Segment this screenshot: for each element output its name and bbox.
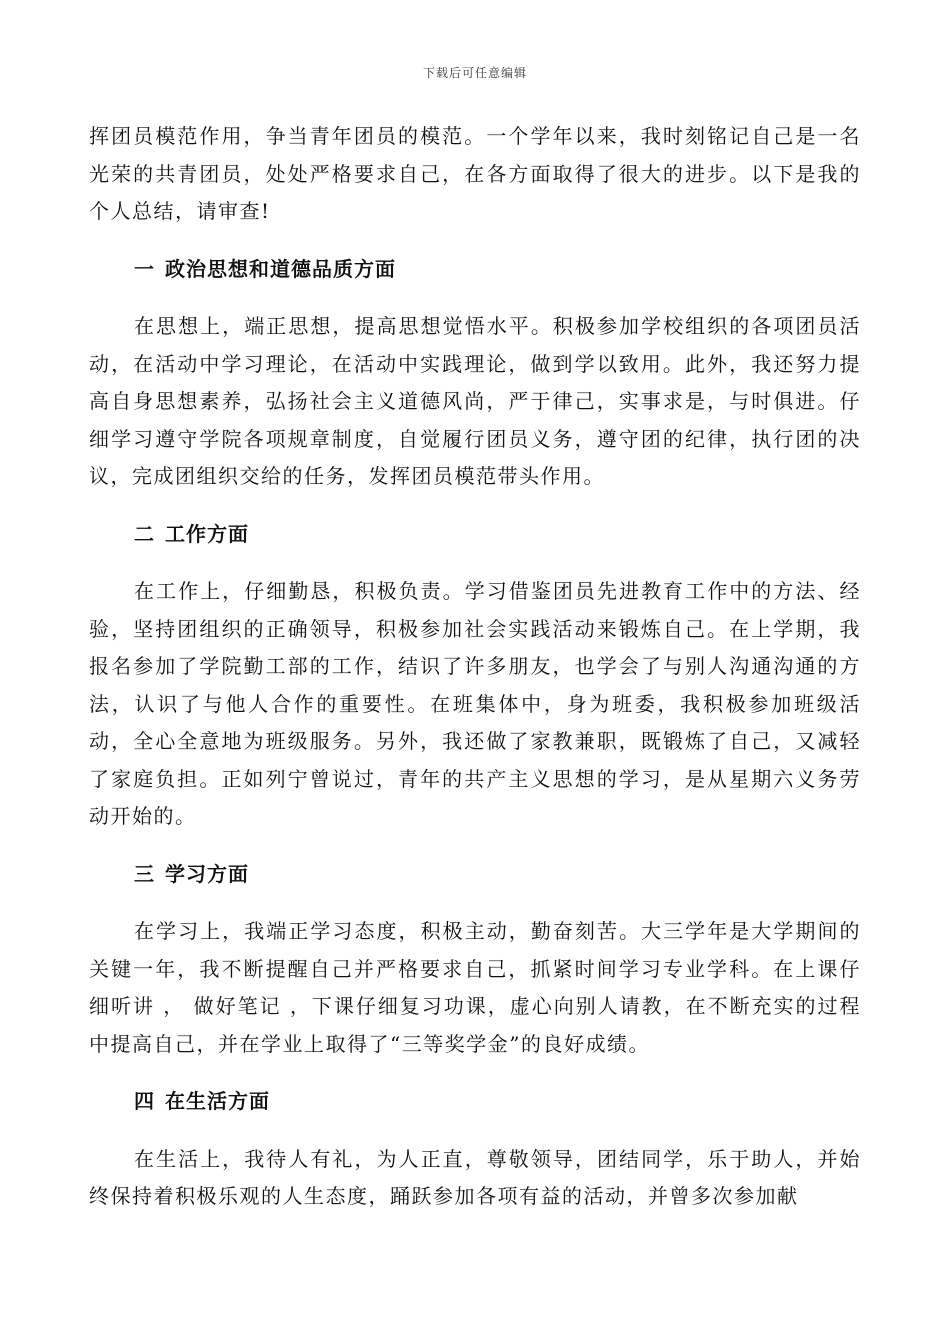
section-title: 在生活方面	[165, 1089, 270, 1113]
document-body	[89, 118, 861, 1216]
section-body-work: 在工作上，仔细勤恳，积极负责。学习借鉴团员先进教育工作中的方法、经验，坚持团组织的正确领导，积极参加社会实践活动来锻炼自己。在上学期，我报名参加了学院勤工部的工作，结识了许多朋友，也学会了与别人沟通沟通的方法，认识了与他人合作的重要性。在班集体中，身为班委，我积极参加班级活动，全心全意地为班级服务。另外，我还做了家教兼职，既锻炼了自己，又减轻了家庭负担。正如列宁曾说过，青年的共产主义思想的学习，是从星期六义务劳动开始的。	[89, 579, 861, 828]
section-heading-work	[134, 516, 861, 554]
page-header: 下载后可任意编辑	[422, 66, 527, 80]
section-number: 一	[134, 256, 155, 281]
section-heading-politics	[134, 251, 861, 289]
section-body-life: 在生活上，我待人有礼，为人正直，尊敬领导，团结同学，乐于助人，并始终保持着积极乐观的人生态度，踊跃参加各项有益的活动，并曾多次参加献	[89, 1146, 861, 1208]
section-title: 政治思想和道德品质方面	[165, 256, 396, 281]
section-body-politics: 在思想上，端正思想，提高思想觉悟水平。积极参加学校组织的各项团员活动，在活动中学习理论，在活动中实践理论，做到学以致用。此外，我还努力提高自身思想素养，弘扬社会主义道德风尚，严于律己，实事求是，与时俱进。仔细学习遵守学院各项规章制度，自觉履行团员义务，遵守团的纪律，执行团的决议，完成团组织交给的任务，发挥团员模范带头作用。	[89, 314, 861, 488]
section-number: 二	[134, 521, 155, 546]
section-heading-study	[134, 856, 861, 894]
section-heading-life	[134, 1083, 861, 1121]
section-number: 四	[134, 1089, 155, 1113]
section-body-study: 在学习上，我端正学习态度，积极主动，勤奋刻苦。大三学年是大学期间的关键一年，我不断提醒自己并严格要求自己，抓紧时间学习专业学科。在上课仔细听讲 ， 做好笔记 ，下课仔细复习功课，虚心向别人请教，在不断充实的过程中提高自己，并在学业上取得了“三等奖学金”的良好成绩。	[89, 919, 861, 1056]
section-title: 工作方面	[165, 521, 249, 546]
section-title: 学习方面	[165, 861, 249, 886]
intro-paragraph: 挥团员模范作用，争当青年团员的模范。一个学年以来，我时刻铭记自己是一名光荣的共青团员，处处严格要求自己，在各方面取得了很大的进步。以下是我的个人总结，请审查!	[89, 124, 861, 223]
section-number: 三	[134, 861, 155, 886]
